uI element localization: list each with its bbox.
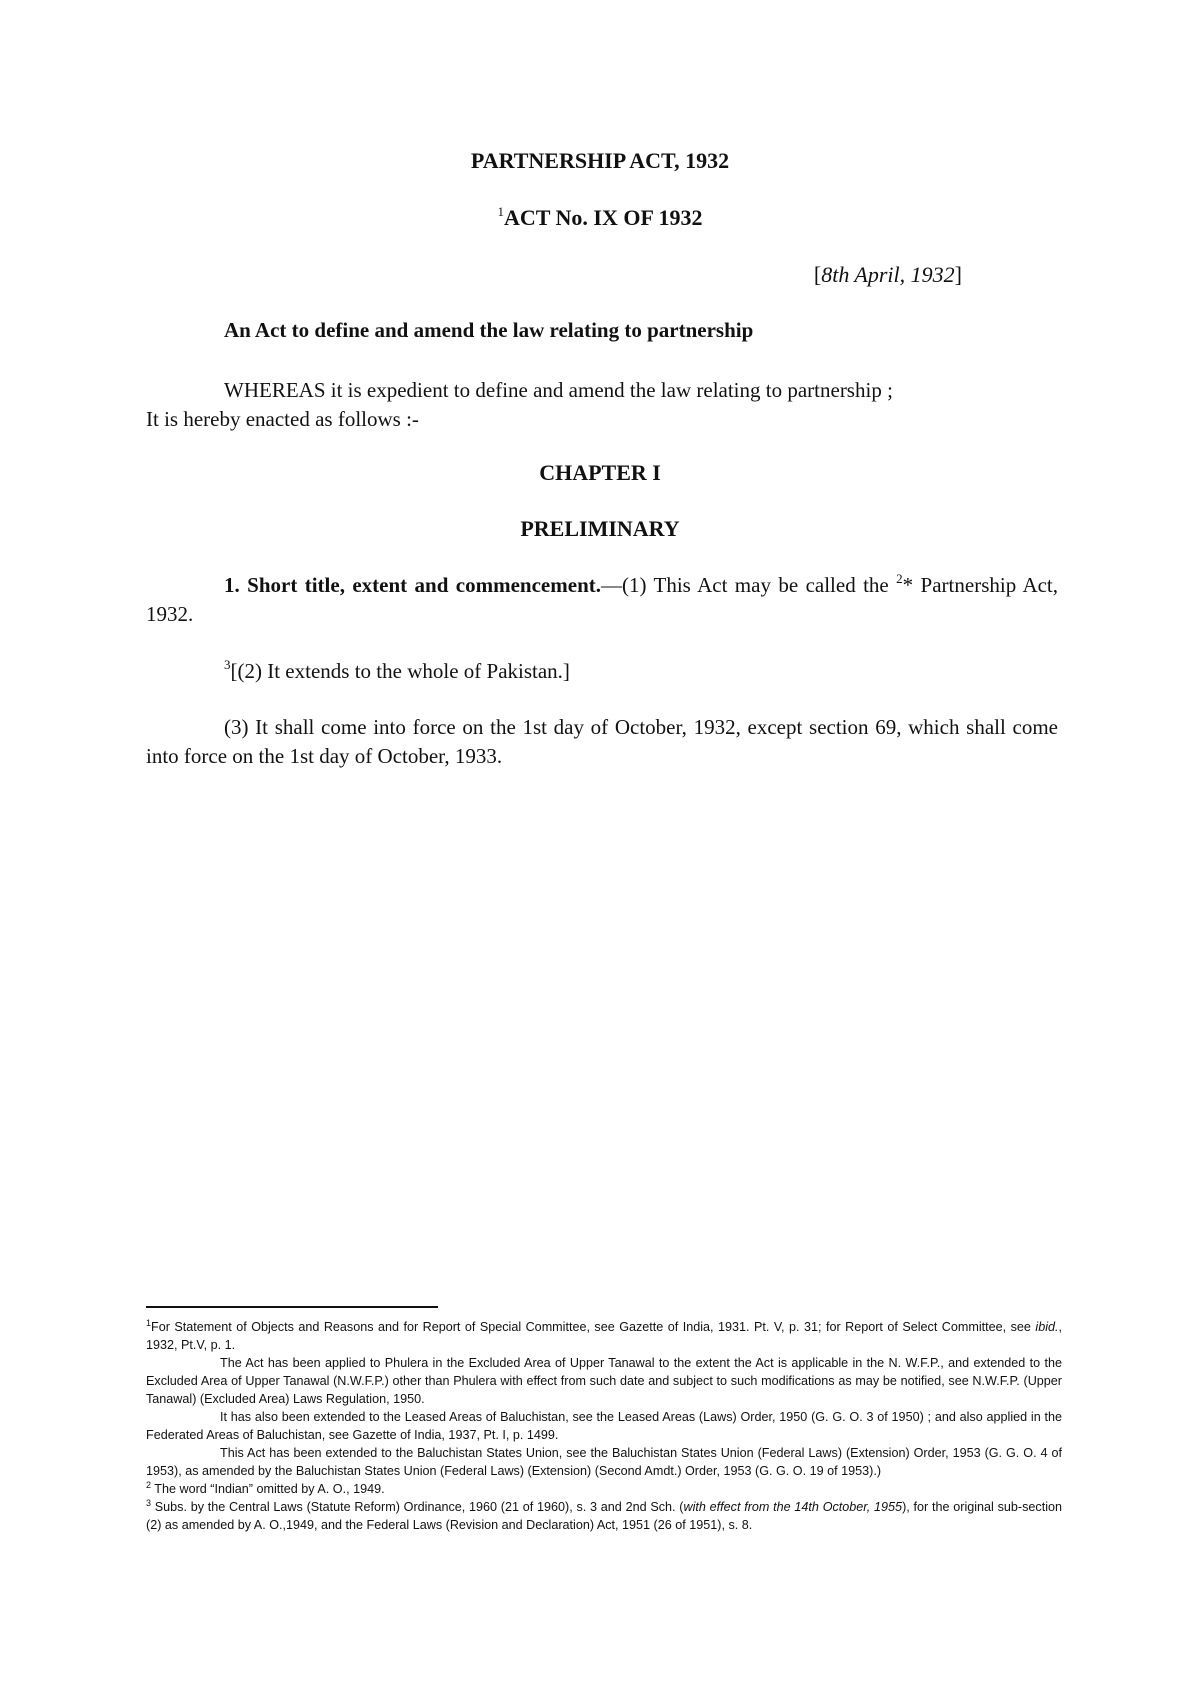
footnote-marker-1[interactable]: 1 (497, 204, 504, 219)
enactment-date-text: 8th April, 1932 (821, 262, 955, 287)
footnotes (146, 1318, 1062, 1534)
footnote-1: $^1$For Statement of Objects and Reasons and for Report of Special Committee, see Gazette of India, 1931. Pt. V, p. 31; for Report of Select Committee, see ibid., 1932, Pt.V, p. 1. (146, 1318, 1062, 1352)
chapter-number: CHAPTER I (539, 460, 661, 485)
footnote-3: $^3$ Subs. by the Central Laws (Statute Reform) Ordinance, 1960 (21 of 1960), s. 3 and 2nd Sch. (with effect from the 14th October, 1955), for the original sub-section (2) as amended by A. O.,1949, and the Federal Laws (Revision and Declaration) Act, 1951 (26 of 1951), s. 8. (146, 1498, 1063, 1532)
document-title: PARTNERSHIP ACT, 1932 (470, 148, 730, 173)
footnote-divider (146, 1306, 438, 1308)
footnote-2: $^2$ The word “Indian” omitted by A. O., 1949. (146, 1480, 385, 1496)
act-number (0, 204, 1200, 231)
enactment-date: [8th April, 1932] (813, 262, 962, 287)
footnote-marker-2[interactable]: 2 (896, 571, 903, 586)
chapter-title: PRELIMINARY (520, 516, 680, 541)
act-number-text: ACT No. IX OF 1932 (503, 205, 703, 230)
footnote-marker-3[interactable]: 3 (224, 657, 231, 672)
footnote-1-leased-areas: It has also been extended to the Leased Areas of Baluchistan, see the Leased Areas (Laws) Order, 1950 (G. G. O. 3 of 1950) ; and also applied in the Federated Areas of Baluchistan, see Gazette of India, 1937, Pt. I, p. 1499. (146, 1410, 1062, 1442)
section-1-heading: 1. Short title, extent and commencement. (224, 573, 601, 597)
section-1-3: (3) It shall come into force on the 1st day of October, 1932, except section 69, which shall come into force on the 1st day of October, 1933. (146, 715, 1058, 768)
preamble-enacting-clause: It is hereby enacted as follows :- (146, 407, 419, 431)
section-1-2: $^3$[(2) It extends to the whole of Pakistan.] (224, 657, 570, 683)
footnote-1-states-union: This Act has been extended to the Baluchistan States Union, see the Baluchistan States Union (Federal Laws) (Extension) Order, 1953 (G. G. O. 4 of 1953), as amended by the Baluchistan States Union (Federal Laws) (Extension) (Second Amdt.) Order, 1953 (G. G. O. 19 of 1953).) (146, 1446, 1062, 1478)
section-1-1: 1. Short title, extent and commencement.—(1) This Act may be called the $^2$* Partnership Act, 1932. (146, 571, 1059, 626)
long-title: An Act to define and amend the law relating to partnership (224, 318, 754, 342)
preamble-whereas: WHEREAS it is expedient to define and amend the law relating to partnership ; (224, 378, 893, 402)
footnote-1-phulera: The Act has been applied to Phulera in the Excluded Area of Upper Tanawal to the extent the Act is applicable in the N. W.F.P., and extended to the Excluded Area of Upper Tanawal (N.W.F.P.) other than Phulera with effect from such date and subject to such modifications as may be notified, see N.W.F.P. (Upper Tanawal) (Excluded Area) Laws Regulation, 1950. (146, 1356, 1062, 1406)
preamble (146, 376, 1058, 434)
